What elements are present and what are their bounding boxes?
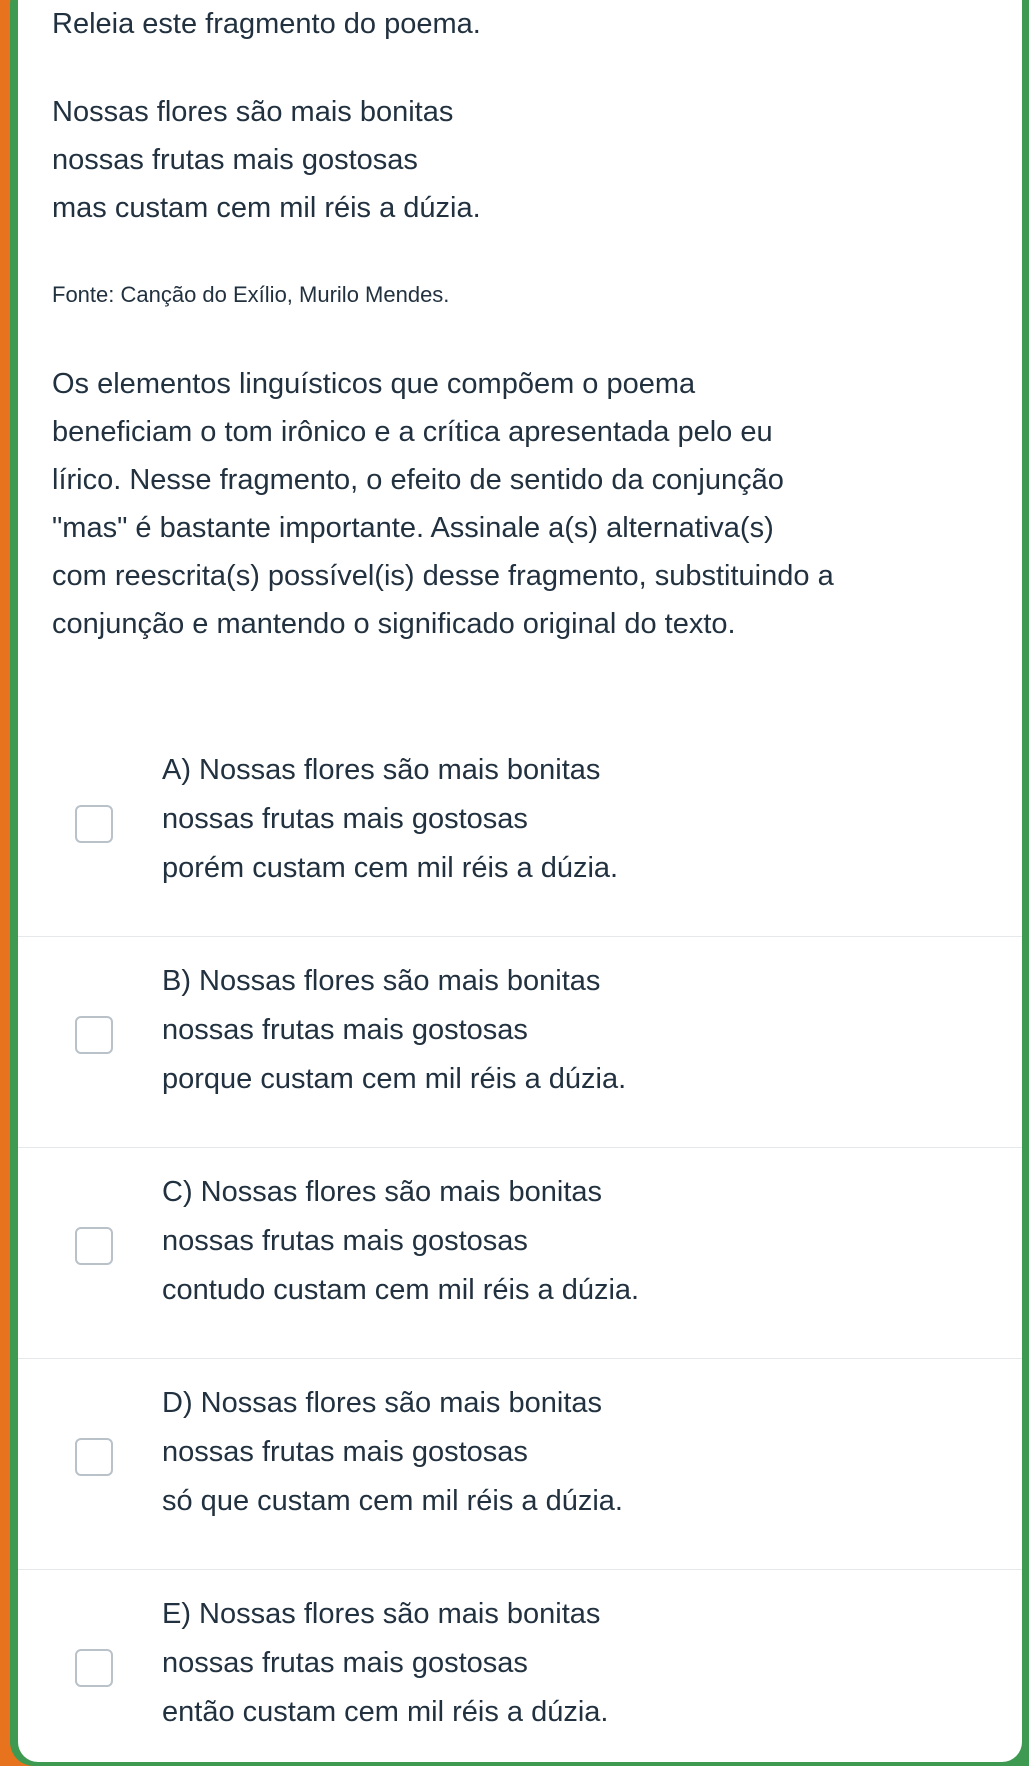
option-line: D) Nossas flores são mais bonitas	[162, 1387, 602, 1419]
option-line: nossas frutas mais gostosas	[162, 803, 528, 835]
option-b-text[interactable]	[162, 957, 626, 1104]
question-line: Os elementos linguísticos que compõem o poema	[52, 368, 696, 400]
option-c[interactable]	[18, 1148, 1022, 1359]
option-a[interactable]	[18, 726, 1022, 937]
question-card	[18, 0, 1022, 1762]
option-d-text[interactable]	[162, 1379, 623, 1526]
option-c-text[interactable]	[162, 1168, 639, 1315]
option-e-text[interactable]	[162, 1590, 608, 1737]
poem-line: Nossas flores são mais bonitas	[52, 96, 454, 128]
question-line: lírico. Nesse fragmento, o efeito de sentido da conjunção	[52, 464, 784, 496]
option-d[interactable]	[18, 1359, 1022, 1570]
option-line: nossas frutas mais gostosas	[162, 1647, 528, 1679]
option-line: só que custam cem mil réis a dúzia.	[162, 1485, 623, 1517]
option-c-checkbox[interactable]	[75, 1227, 113, 1265]
question-line: "mas" é bastante importante. Assinale a(s) alternativa(s)	[52, 512, 774, 544]
option-line: B) Nossas flores são mais bonitas	[162, 965, 601, 997]
poem-line: nossas frutas mais gostosas	[52, 144, 418, 176]
intro-text: Releia este fragmento do poema.	[52, 8, 481, 40]
option-e-checkbox[interactable]	[75, 1649, 113, 1687]
question-line: beneficiam o tom irônico e a crítica apresentada pelo eu	[52, 416, 773, 448]
option-a-checkbox[interactable]	[75, 805, 113, 843]
option-line: nossas frutas mais gostosas	[162, 1014, 528, 1046]
option-e[interactable]	[18, 1570, 1022, 1762]
answer-options	[18, 726, 1022, 1762]
option-line: A) Nossas flores são mais bonitas	[162, 754, 601, 786]
option-b[interactable]	[18, 937, 1022, 1148]
question-line: conjunção e mantendo o significado original do texto.	[52, 608, 736, 640]
option-b-checkbox[interactable]	[75, 1016, 113, 1054]
poem-fragment	[52, 88, 1012, 232]
option-line: nossas frutas mais gostosas	[162, 1436, 528, 1468]
question-statement	[52, 360, 1012, 648]
option-line: E) Nossas flores são mais bonitas	[162, 1598, 601, 1630]
option-a-text[interactable]	[162, 746, 618, 893]
option-line: então custam cem mil réis a dúzia.	[162, 1696, 609, 1728]
question-content	[52, 0, 1012, 648]
option-line: C) Nossas flores são mais bonitas	[162, 1176, 602, 1208]
option-line: porém custam cem mil réis a dúzia.	[162, 852, 619, 884]
option-line: porque custam cem mil réis a dúzia.	[162, 1063, 627, 1095]
option-line: nossas frutas mais gostosas	[162, 1225, 528, 1257]
poem-source: Fonte: Canção do Exílio, Murilo Mendes.	[52, 282, 450, 307]
poem-line: mas custam cem mil réis a dúzia.	[52, 192, 481, 224]
option-d-checkbox[interactable]	[75, 1438, 113, 1476]
option-line: contudo custam cem mil réis a dúzia.	[162, 1274, 640, 1306]
question-line: com reescrita(s) possível(is) desse fragmento, substituindo a	[52, 560, 834, 592]
